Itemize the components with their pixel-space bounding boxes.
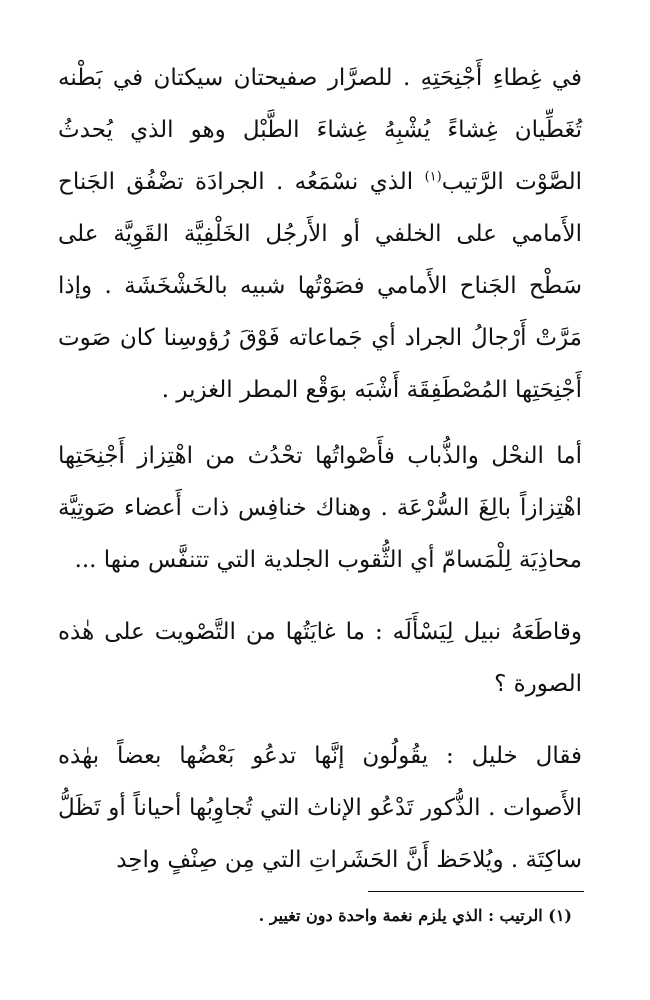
footnote-reference: (١) [424, 169, 442, 185]
paragraph-text-continued: الذي نسْمَعُه . الجرادَة تضْفُق الجَناح الأَمامي على الخلفي أو الأَرجُل الخَلْفِيَّة القَوِيَّة على سَطْح الجَناح الأَمامي فصَوْتُها شبيه بالخَشْخَشَة . وإذا مَرَّتْ أَرْجالُ الجراد أي جَماعاته فَوْقَ رُؤوسِنا كان صَوت أَجْنِحَتِها المُصْطَفِقَة أَشْبَه بوَقْع المطر الغزير . [58, 169, 582, 403]
paragraph-insect-sounds [58, 52, 582, 416]
paragraph-bees-flies: أما النحْل والذُّباب فأَصْواتُها تحْدُث من اهْتِزاز أَجْنِحَتِها اهْتِزازاً بالِغَ السُّرْعَة . وهناك خنافِس ذات أَعضاء صَوتِيَّة محاذِيَة لِلْمَسامّ أي الثُّقوب الجلدية التي تتنفَّس منها ... [58, 443, 582, 573]
paragraph-text: في غِطاءِ أَجْنِحَتِهِ . للصرَّار صفيحتان سيكتان في بَطْنه تُغَطِّيان غِشاءً يُشْبِهُ غِشاءَ الطَّبْل وهو الذي يُحدثُ الصَّوْت الرَّتيب [58, 65, 582, 195]
paragraph-khalil-answer: فقال خليل : يقُولُون إنَّها تدعُو بَعْضُها بعضاً بهٰذه الأَصوات . الذُّكور تَدْعُو الإناث التي تُجاوِبُها أحياناً أو تَظَلُّ ساكِتَة . ويُلاحَظ أَنَّ الحَشَراتِ التي مِن صِنْفٍ واحِد [58, 743, 582, 873]
paragraph-nabil-question: وقاطَعَهُ نبيل لِيَسْأَلَه : ما غايَتُها من التَّصْويت على هٰذه الصورة ؟ [58, 619, 582, 697]
footnote: (١) الرتيب : الذي يلزم نغمة واحدة دون تغيير . [258, 906, 572, 925]
footnote-divider [368, 891, 584, 892]
